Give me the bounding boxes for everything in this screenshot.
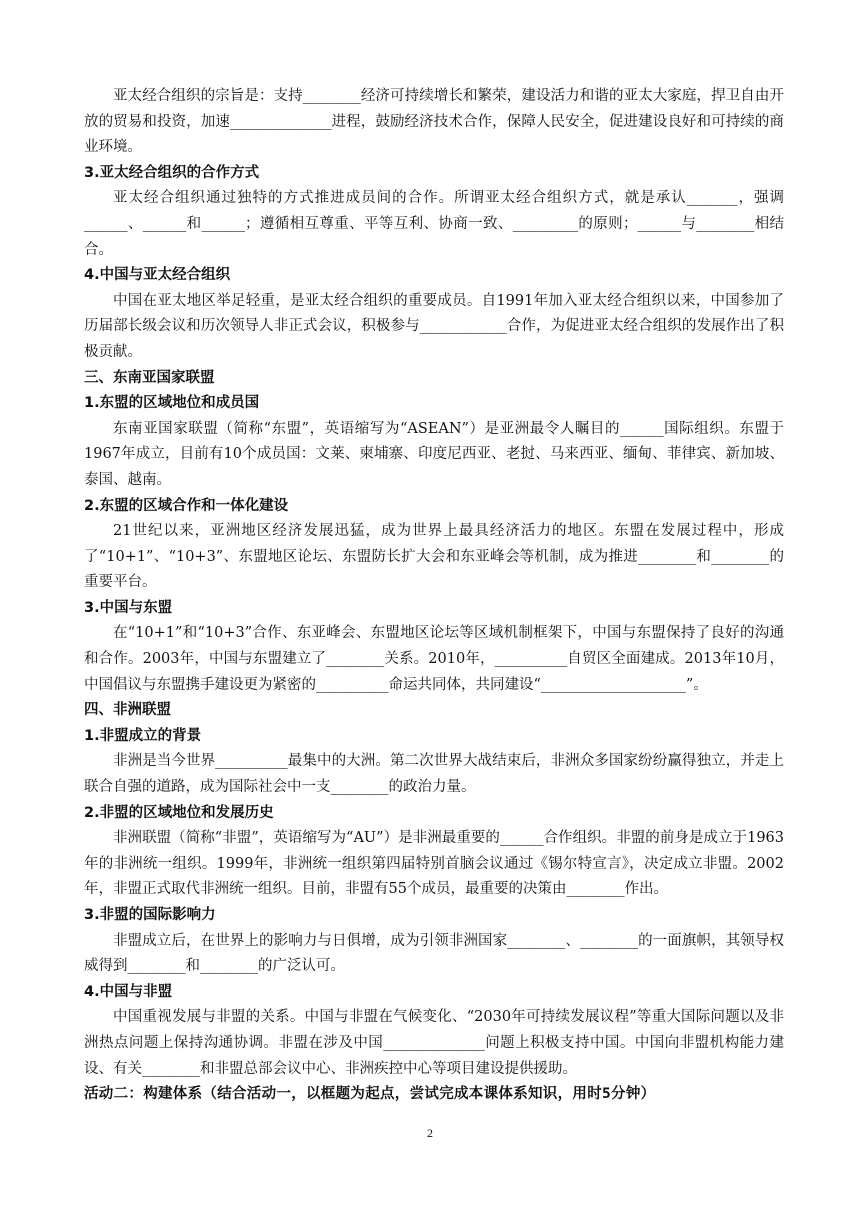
- activity-heading: 活动二：构建体系（结合活动一，以框题为起点，尝试完成本课体系知识，用时5分钟）: [84, 1086, 656, 1103]
- apec-cooperation-paragraph: 亚太经合组织通过独特的方式推进成员间的合作。所谓亚太经合组织方式，就是承认_______，强调______、______和______；遵循相互尊重、平等互利、协商一致、_________的原则；______与________相结合。: [84, 190, 784, 258]
- au-history-paragraph: 非洲联盟（简称“非盟”，英语缩写为“AU”）是非洲最重要的______合作组织。非盟的前身是成立于1963年的非洲统一组织。1999年，非洲统一组织第四届特别首脑会议通过《锡尔特宣言》，决定成立非盟。2002年，非盟正式取代非洲统一组织。目前，非盟有55个成员，最重要的决策由________作出。: [84, 830, 784, 898]
- chapter-heading: 四、非洲联盟: [84, 702, 171, 719]
- page-number: 2: [427, 1126, 433, 1140]
- section-heading: 1.东盟的区域地位和成员国: [84, 395, 260, 412]
- section-heading: 1.非盟成立的背景: [84, 727, 202, 744]
- asean-status-paragraph: 东南亚国家联盟（简称“东盟”，英语缩写为“ASEAN”）是亚洲最令人瞩目的______国际组织。东盟于1967年成立，目前有10个成员国：文莱、柬埔寨、印度尼西亚、老挝、马来西亚、缅甸、菲律宾、新加坡、泰国、越南。: [84, 420, 784, 488]
- apec-purpose-paragraph: 亚太经合组织的宗旨是：支持________经济可持续增长和繁荣，建设活力和谐的亚太大家庭，捍卫自由开放的贸易和投资，加速______________进程，鼓励经济技术合作，保障人民安全，促进建设良好和可持续的商业环境。: [84, 88, 784, 156]
- china-apec-paragraph: 中国在亚太地区举足轻重，是亚太经合组织的重要成员。自1991年加入亚太经合组织以来，中国参加了历届部长级会议和历次领导人非正式会议，积极参与____________合作，为促进亚太经合组织的发展作出了积极贡献。: [84, 292, 784, 360]
- section-heading: 3.非盟的国际影响力: [84, 907, 216, 923]
- section-heading: 4.中国与亚太经合组织: [84, 267, 231, 284]
- section-heading: 2.东盟的区域合作和一体化建设: [84, 497, 289, 514]
- section-heading: 3.亚太经合组织的合作方式: [84, 164, 260, 181]
- document-page: [84, 84, 784, 1108]
- section-heading: 2.非盟的区域地位和发展历史: [84, 804, 274, 821]
- au-background-paragraph: 非洲是当今世界__________最集中的大洲。第二次世界大战结束后，非洲众多国家纷纷赢得独立，并走上联合自强的道路，成为国际社会中一支________的政治力量。: [84, 753, 784, 796]
- asean-integration-paragraph: 21世纪以来，亚洲地区经济发展迅猛，成为世界上最具经济活力的地区。东盟在发展过程中，形成了“10+1”、“10+3”、东盟地区论坛、东盟防长扩大会和东亚峰会等机制，成为推进________和________的重要平台。: [84, 523, 784, 591]
- section-heading: 4.中国与非盟: [84, 983, 173, 1000]
- chapter-heading: 三、东南亚国家联盟: [84, 369, 215, 386]
- china-au-paragraph: 中国重视发展与非盟的关系。中国与非盟在气候变化、“2030年可持续发展议程”等重大国际问题以及非洲热点问题上保持沟通协调。非盟在涉及中国______________问题上积极支持中国。中国向非盟机构能力建设、有关________和非盟总部会议中心、非洲疾控中心等项目建设提供援助。: [84, 1009, 784, 1077]
- section-heading: 3.中国与东盟: [84, 599, 173, 616]
- china-asean-paragraph: 在“10+1”和“10+3”合作、东亚峰会、东盟地区论坛等区域机制框架下，中国与东盟保持了良好的沟通和合作。2003年，中国与东盟建立了________关系。2010年，__________自贸区全面建成。2013年10月，中国倡议与东盟携手建设更为紧密的__________命运共同体，共同建设“____________________”。: [84, 625, 784, 693]
- au-influence-paragraph: 非盟成立后，在世界上的影响力与日俱增，成为引领非洲国家________、________的一面旗帜，其领导权威得到________和________的广泛认可。: [84, 932, 784, 975]
